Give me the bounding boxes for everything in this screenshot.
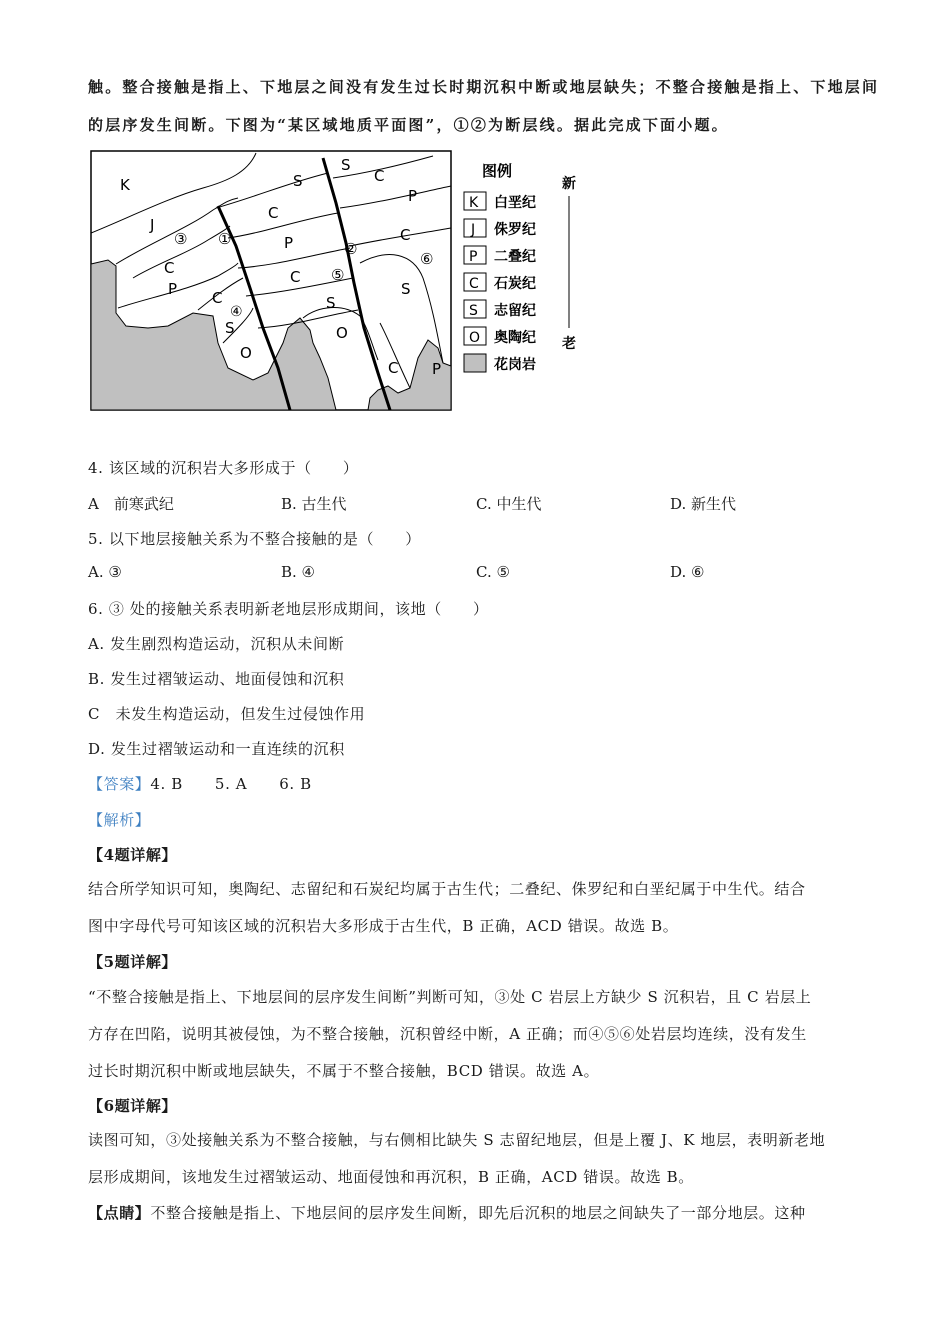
scale-new: 新 bbox=[562, 176, 576, 192]
question-6-option-a: A. 发生剧烈构造运动，沉积从未间断 bbox=[88, 635, 345, 653]
question-5-option-d: D. ⑥ bbox=[670, 563, 705, 581]
legend-name-c: 石炭纪 bbox=[494, 276, 536, 292]
map-label-k: K bbox=[120, 176, 130, 194]
detail-5-line-3: 过长时期沉积中断或地层缺失，不属于不整合接触，BCD 错误。故选 A。 bbox=[88, 1062, 600, 1080]
question-5-option-a: A. ③ bbox=[88, 563, 122, 581]
question-5-option-c: C. ⑤ bbox=[476, 563, 510, 581]
answer-5: 5. A bbox=[214, 775, 248, 793]
question-5-option-b: B. ④ bbox=[281, 563, 316, 581]
map-label-c: C bbox=[374, 167, 385, 185]
answer-row bbox=[88, 773, 312, 794]
tip-tag: 【点睛】 bbox=[88, 1204, 151, 1222]
analysis-tag: 【解析】 bbox=[88, 811, 151, 829]
map-label-p: P bbox=[168, 280, 178, 298]
map-label-c: C bbox=[400, 226, 411, 244]
map-label-p: P bbox=[408, 187, 418, 205]
tip-row bbox=[88, 1202, 806, 1223]
legend-name-o: 奥陶纪 bbox=[494, 330, 536, 346]
geologic-map-figure bbox=[88, 148, 588, 416]
detail-5-line-1: “不整合接触是指上、下地层间的层序发生间断”判断可知，③处 C 岩层上方缺少 S 沉积岩，且 C 岩层上 bbox=[88, 988, 812, 1006]
tip-text: 不整合接触是指上、下地层间的层序发生间断，即先后沉积的地层之间缺失了一部分地层。这种 bbox=[150, 1204, 806, 1222]
map-label-c: C bbox=[212, 289, 223, 307]
legend-name-granite: 花岗岩 bbox=[494, 357, 536, 373]
map-label-c: C bbox=[290, 268, 301, 286]
legend-code-o: O bbox=[469, 330, 481, 346]
legend-code-s: S bbox=[469, 303, 478, 319]
map-label-s: S bbox=[225, 319, 235, 337]
map-label-s: S bbox=[341, 156, 351, 174]
scale-old: 老 bbox=[562, 336, 576, 352]
detail-4-title: 【4题详解】 bbox=[88, 846, 178, 864]
map-label-c: C bbox=[268, 204, 279, 222]
legend-name-j: 侏罗纪 bbox=[494, 222, 536, 238]
map-label-o: O bbox=[240, 344, 252, 362]
legend-code-p: P bbox=[469, 249, 478, 265]
legend-name-p: 二叠纪 bbox=[494, 249, 536, 265]
map-label-s: S bbox=[401, 280, 411, 298]
map-label-c: C bbox=[388, 359, 399, 377]
marker-1: ① bbox=[218, 230, 232, 248]
detail-6-line-2: 层形成期间，该地发生过褶皱运动、地面侵蚀和再沉积，B 正确，ACD 错误。故选 B。 bbox=[88, 1168, 694, 1186]
detail-5-title: 【5题详解】 bbox=[88, 953, 178, 971]
legend-code-k: K bbox=[469, 195, 479, 211]
answer-4: 4. B bbox=[150, 775, 183, 793]
legend-name-s: 志留纪 bbox=[494, 303, 536, 319]
legend-code-c: C bbox=[469, 276, 479, 292]
question-4-option-c: C. 中生代 bbox=[476, 495, 542, 513]
detail-5-line-2: 方存在凹陷，说明其被侵蚀，为不整合接触，沉积曾经中断，A 正确；而④⑤⑥处岩层均连续，没有发生 bbox=[88, 1025, 807, 1043]
detail-4-line-1: 结合所学知识可知，奥陶纪、志留纪和石炭纪均属于古生代；二叠纪、侏罗纪和白垩纪属于中生代。结合 bbox=[88, 880, 806, 898]
intro-line-1: 触。整合接触是指上、下地层之间没有发生过长时期沉积中断或地层缺失；不整合接触是指上、下地层间 bbox=[88, 78, 880, 96]
marker-6: ⑥ bbox=[420, 250, 434, 268]
detail-4-line-2: 图中字母代号可知该区域的沉积岩大多形成于古生代，B 正确，ACD 错误。故选 B。 bbox=[88, 917, 679, 935]
question-6-option-b: B. 发生过褶皱运动、地面侵蚀和沉积 bbox=[88, 670, 345, 688]
legend-name-k: 白垩纪 bbox=[494, 195, 536, 211]
map-label-p: P bbox=[284, 234, 294, 252]
question-4-option-d: D. 新生代 bbox=[670, 495, 737, 513]
answer-tag: 【答案】 bbox=[88, 775, 151, 793]
question-4-option-a: A 前寒武纪 bbox=[88, 495, 174, 513]
detail-6-title: 【6题详解】 bbox=[88, 1097, 178, 1115]
map-label-s: S bbox=[326, 294, 336, 312]
detail-6-line-1: 读图可知，③处接触关系为不整合接触，与右侧相比缺失 S 志留纪地层，但是上覆 J、K 地层，表明新老地 bbox=[88, 1131, 826, 1149]
question-6-option-d: D. 发生过褶皱运动和一直连续的沉积 bbox=[88, 740, 345, 758]
question-4-stem: 4. 该区域的沉积岩大多形成于（ ） bbox=[88, 459, 359, 477]
intro-line-2: 的层序发生间断。下图为“某区域地质平面图”，①②为断层线。据此完成下面小题。 bbox=[88, 116, 729, 134]
map-label-s: S bbox=[293, 172, 303, 190]
legend-title: 图例 bbox=[482, 162, 513, 180]
marker-2: ② bbox=[344, 240, 358, 258]
marker-5: ⑤ bbox=[331, 266, 345, 284]
question-5-stem: 5. 以下地层接触关系为不整合接触的是（ ） bbox=[88, 530, 421, 548]
map-label-j: J bbox=[150, 216, 155, 234]
legend-swatch-granite bbox=[464, 354, 486, 372]
map-label-c: C bbox=[164, 259, 175, 277]
answer-6: 6. B bbox=[279, 775, 312, 793]
legend-code-j: J bbox=[471, 222, 476, 238]
question-6-stem: 6. ③ 处的接触关系表明新老地层形成期间，该地（ ） bbox=[88, 600, 489, 618]
map-label-p: P bbox=[432, 360, 442, 378]
marker-4: ④ bbox=[230, 304, 243, 320]
question-4-option-b: B. 古生代 bbox=[281, 495, 347, 513]
map-label-o: O bbox=[336, 324, 348, 342]
question-6-option-c: C 未发生构造运动，但发生过侵蚀作用 bbox=[88, 705, 366, 723]
marker-3: ③ bbox=[174, 230, 188, 248]
